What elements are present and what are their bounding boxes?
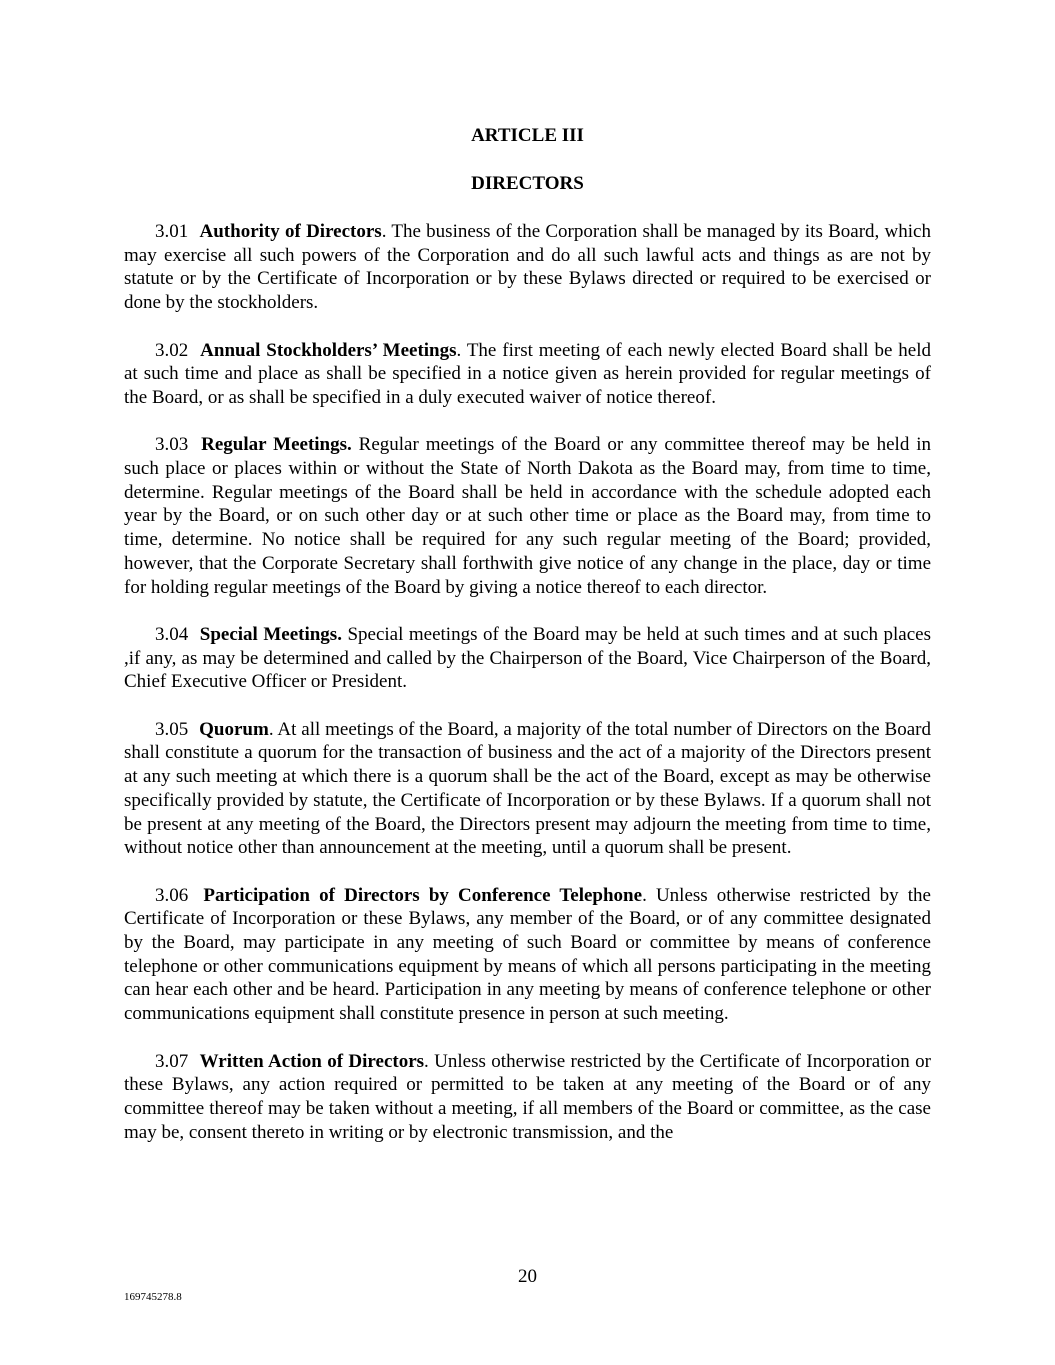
section-number: 3.06: [155, 884, 189, 906]
section-number: 3.07: [155, 1050, 189, 1072]
section-body: The business of the Corporation shall be managed by its Board, which may exercise all such powers of the Corporation and do all such lawful acts and things as are not by statute or by the Certificate of Incorporation or by these Bylaws directed or required to be exercised or done by the stockholders.: [124, 221, 931, 314]
section-number: 3.05: [155, 718, 189, 740]
section-body: Unless otherwise restricted by the Certificate of Incorporation or these Bylaws, any action required or permitted to be taken at any meeting of the Board or of any committee thereof may be taken without a meeting, if all members of the Board or committee, as the case may be, consent thereto in writing or by electronic transmission, and the: [124, 1050, 931, 1143]
section-number: 3.01: [155, 221, 189, 242]
page-number: 20: [518, 1266, 537, 1287]
section-3-04: [124, 623, 931, 694]
section-title: Special Meetings.: [199, 623, 342, 645]
article-number: ARTICLE III: [471, 125, 584, 146]
section-body: The first meeting of each newly elected Board shall be held at such time and place as shall be specified in a notice given as herein provided for regular meetings of the Board, or as shall be specified in a duly executed waiver of notice thereof.: [124, 339, 931, 408]
document-page: [124, 124, 931, 1168]
section-3-03: [124, 433, 931, 599]
section-3-02: [124, 339, 931, 410]
section-title-punct: .: [424, 1050, 429, 1072]
section-title: Written Action of Directors: [199, 1050, 425, 1072]
section-title-punct: .: [381, 221, 387, 242]
section-number: 3.04: [155, 623, 189, 645]
section-3-01: [124, 220, 931, 315]
section-title: Participation of Directors by Conference Telephone: [203, 884, 643, 906]
article-title: DIRECTORS: [471, 173, 584, 194]
section-title: Quorum: [199, 718, 269, 740]
section-title: Regular Meetings.: [201, 434, 352, 456]
section-number: 3.03: [155, 434, 189, 456]
section-body: Regular meetings of the Board or any committee thereof may be held in such place or places within or without the State of North Dakota as the Board may, from time to time, determine. Regular meetings of the Board shall be held in accordance with the schedule adopted each year by the Board, or on such other day or at such other time or place as the Board may, from time to time, determine. No notice shall be required for any such regular meeting of the Board; provided, however, that the Corporate Secretary shall forthwith give notice of any change in the place, day or time for holding regular meetings of the Board by giving a notice thereof to each director.: [124, 434, 932, 598]
section-3-07: [124, 1050, 931, 1145]
section-body: Unless otherwise restricted by the Certificate of Incorporation or these Bylaws, any member of the Board, or of any committee designated by the Board, may participate in any meeting of such Board or committee by means of conference telephone or other communications equipment by means of which all persons participating in the meeting can hear each other and be heard. Participation in any meeting by means of conference telephone or other communications equipment shall constitute presence in person at such meeting.: [124, 884, 931, 1025]
section-number: 3.02: [155, 339, 189, 361]
section-title: Annual Stockholders’ Meetings: [200, 339, 457, 361]
section-title-punct: .: [642, 884, 647, 906]
section-title-punct: .: [268, 718, 274, 740]
section-body: At all meetings of the Board, a majority of the total number of Directors on the Board shall constitute a quorum for the transaction of business and the act of a majority of the Directors present at any such meeting at which there is a quorum shall be the act of the Board, except as may be otherwise specifically provided by statute, the Certificate of Incorporation or by these Bylaws. If a quorum shall not be present at any meeting of the Board, the Directors present may adjourn the meeting from time to time, without notice other than announcement at the meeting, until a quorum shall be present.: [124, 718, 931, 859]
section-3-06: [124, 884, 931, 1026]
section-body: Special meetings of the Board may be held at such times and at such places ,if any, as may be determined and called by the Chairperson of the Board, Vice Chairperson of the Board, Chief Executive Officer or President.: [124, 623, 932, 693]
section-title: Authority of Directors: [199, 221, 382, 242]
section-3-05: [124, 718, 931, 860]
document-id: 169745278.8: [124, 1291, 182, 1303]
section-title-punct: .: [456, 339, 462, 361]
